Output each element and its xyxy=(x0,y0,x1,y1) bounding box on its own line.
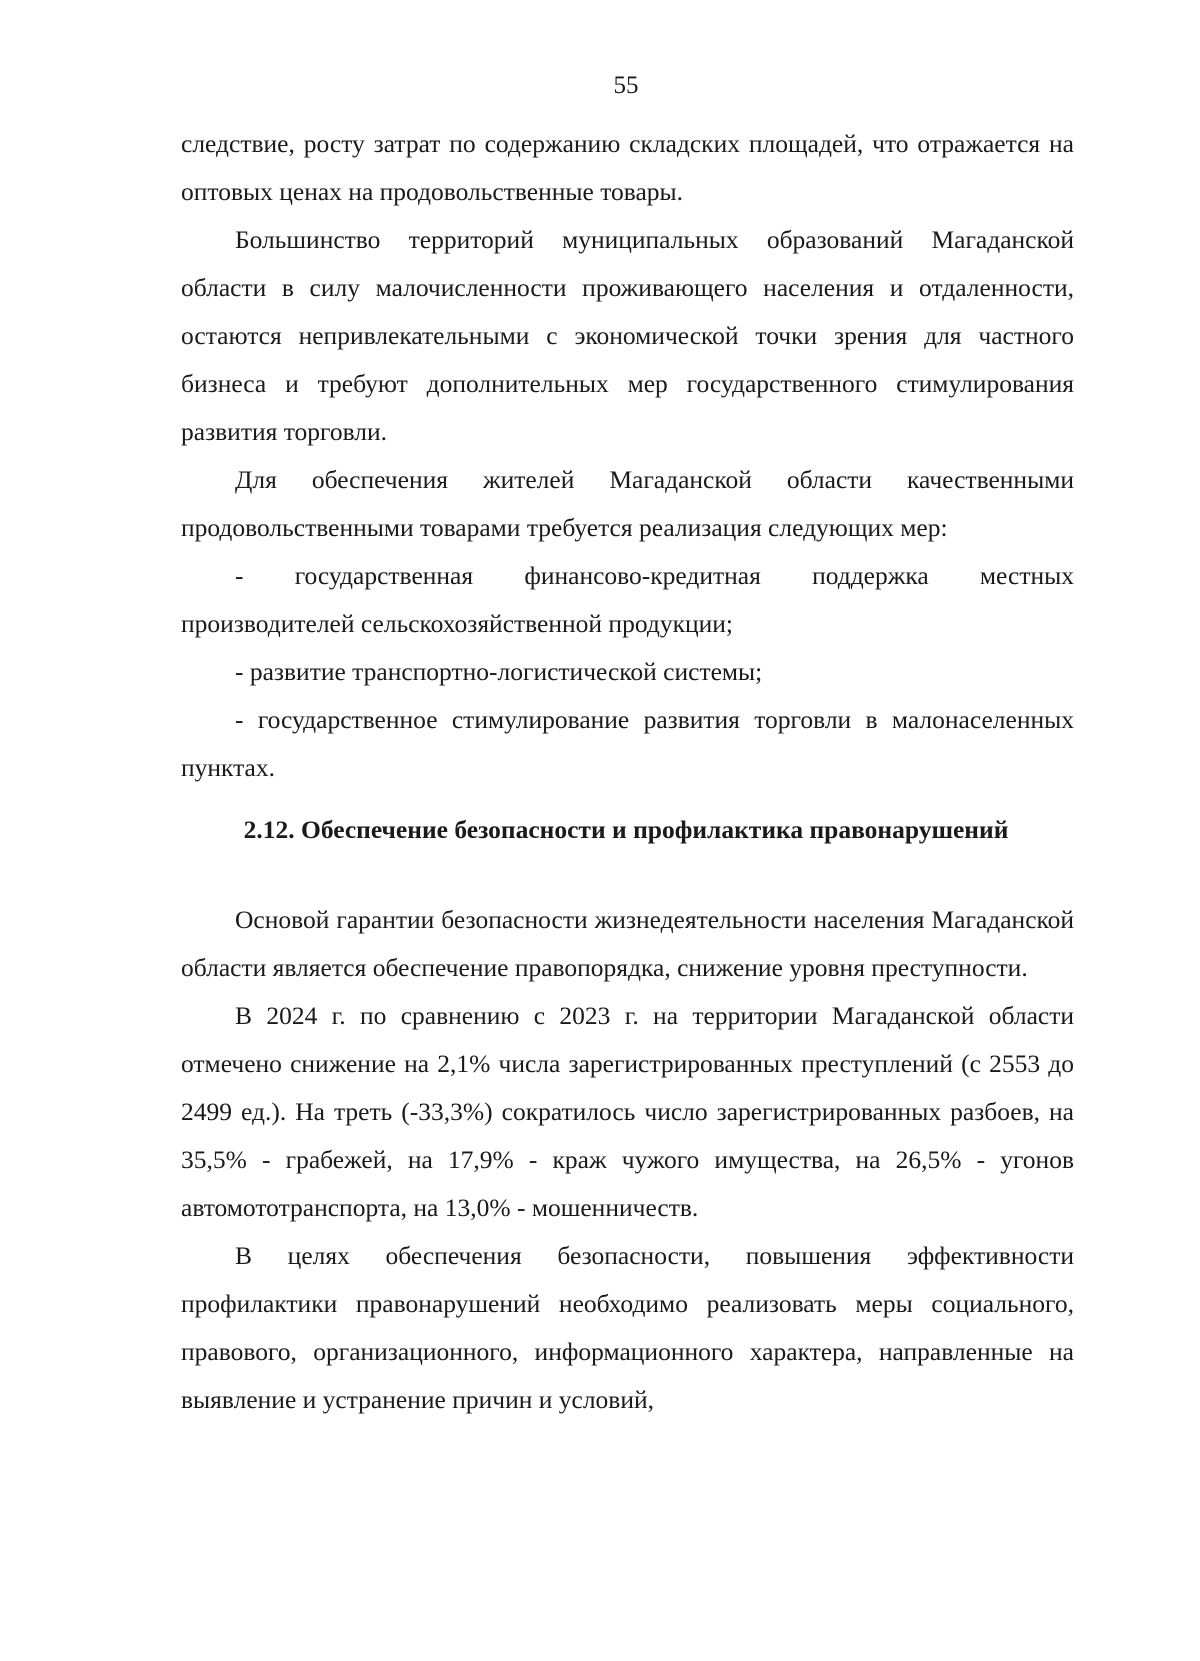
body-text-after xyxy=(181,896,1074,1424)
paragraph: В 2024 г. по сравнению с 2023 г. на территории Магаданской области отмечено снижение на 2,1% числа зарегистрированных преступлений (с 2553 до 2499 ед.). На треть (-33,3%) сократилось число зарегистрированных разбоев, на 35,5% - грабежей, на 17,9% - краж чужого имущества, на 26,5% - угонов автомототранспорта, на 13,0% - мошенничеств. xyxy=(181,1001,1074,1222)
list-item: - государственная финансово-кредитная поддержка местных производителей сельскохозяйственной продукции; xyxy=(181,561,1074,638)
paragraph: следствие, росту затрат по содержанию складских площадей, что отражается на оптовых ценах на продовольственные товары. xyxy=(181,129,1074,206)
paragraph: Большинство территорий муниципальных образований Магаданской области в силу малочисленности проживающего населения и отдаленности, остаются непривлекательными с экономической точки зрения для частного бизнеса и требуют дополнительных мер государственного стимулирования развития торговли. xyxy=(181,225,1074,446)
section-heading: 2.12. Обеспечение безопасности и профилактика правонарушений xyxy=(243,815,1009,844)
list-item: - государственное стимулирование развития торговли в малонаселенных пунктах. xyxy=(181,705,1074,782)
paragraph: В целях обеспечения безопасности, повышения эффективности профилактики правонарушений необходимо реализовать меры социального, правового, организационного, информационного характера, направленные на выявление и устранение причин и условий, xyxy=(181,1241,1074,1414)
paragraph: Для обеспечения жителей Магаданской области качественными продовольственными товарами требуется реализация следующих мер: xyxy=(181,465,1074,542)
list-item: - развитие транспортно-логистической системы; xyxy=(235,657,763,686)
paragraph: Основой гарантии безопасности жизнедеятельности населения Магаданской области является обеспечение правопорядка, снижение уровня преступности. xyxy=(181,905,1074,982)
page-number: 55 xyxy=(613,72,639,99)
body-text-before xyxy=(181,120,1074,792)
